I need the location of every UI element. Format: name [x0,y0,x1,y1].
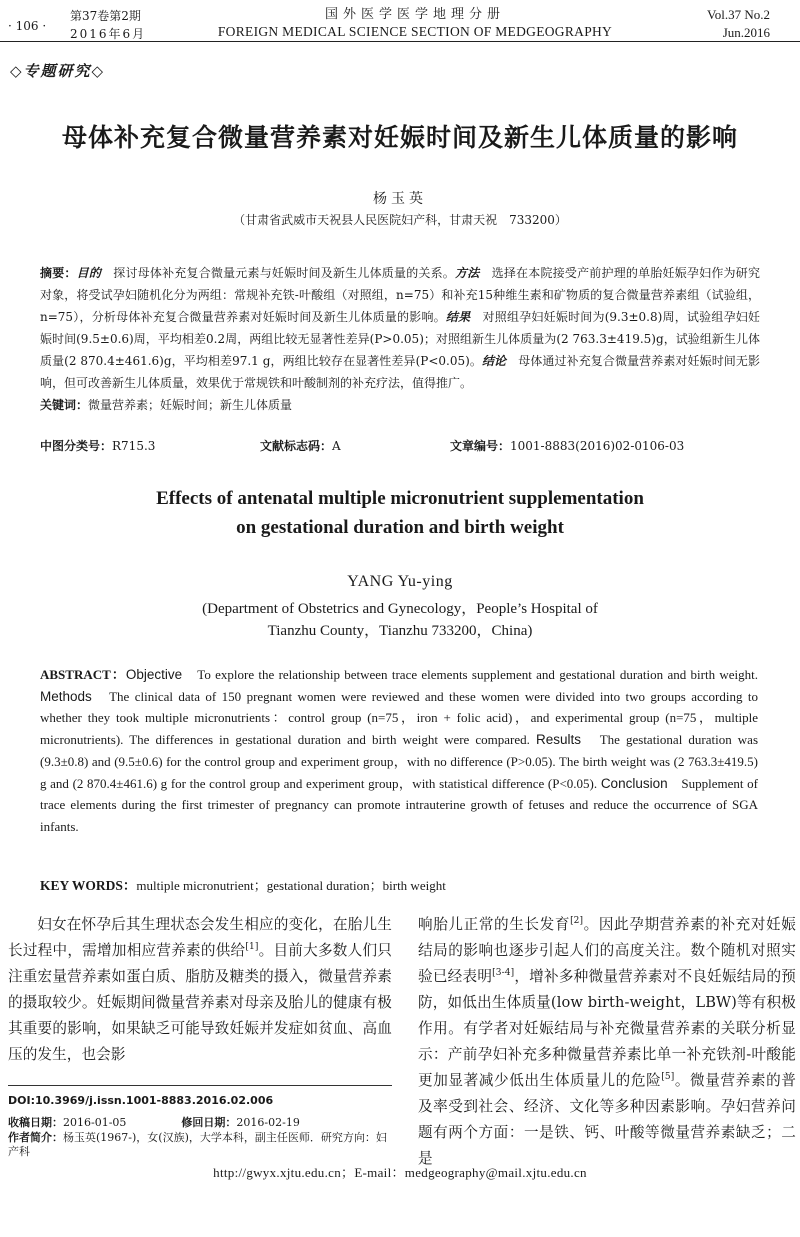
doc-value: A [332,439,341,453]
conclusion-label-cn: 结论 [481,354,507,368]
header-rule [0,41,800,42]
section-tag: ◇专题研究◇ [10,62,106,80]
objective-text-cn: 探讨母体补充复合微量元素与妊娠时间及新生儿体质量的关系。 [101,266,456,280]
received-date: 2016-01-05 [63,1116,127,1129]
method-text-en: The clinical data of 150 pregnant women were reviewed and these women were divided into two groups according to whether they took multiple micronutrients：control group (n=75，iron + folic acid)，and experimental group (n=75，multiple micronutrients). The differences in gestational duration and birth weight were compared. [40,688,758,748]
method-label-en: Methods [40,688,92,704]
objective-label-en: Objective [125,667,183,682]
method-text-cn: 选择在本院接受产前护理的单胎妊娠孕妇作为研究对象，将受试孕妇随机化分为两组：常规补充铁-叶酸组（对照组，n=75）和补充15种维生素和矿物质的复合微量营养素组（试验组，n=75），分析母体补充复合微量营养素对妊娠时间及新生儿体质量的影响。 [40,266,760,324]
body-text: 。微量营养素的普及率受到社会、经济、文化等多种因素影响。孕妇营养问题有两个方面：一是铁、钙、叶酸等微量营养素缺乏；二是 [418,1072,796,1167]
revised-date: 2016-02-19 [236,1116,300,1129]
abstract-en-label: ABSTRACT： [40,667,126,682]
affiliation-cn: （甘肃省武威市天祝县人民医院妇产科，甘肃天祝 733200） [233,213,567,227]
article-title-en [0,484,800,542]
keywords-en-label: KEY WORDS： [40,878,137,893]
running-header-right [660,6,770,42]
keywords-cn-label: 关键词： [40,398,89,412]
body-text: ，增补多种微量营养素对不良妊娠结局的预防，如低出生体质量(low birth-weight，LBW)等有积极作用。有学者对妊娠结局与补充微量营养素的关联分析显示：产前孕妇补充多种微量营养素比单一补充铁剂-叶酸能更加显著减少低出生体质量儿的危险 [418,968,796,1089]
author-bio [8,1131,392,1159]
article-value: 1001-8883(2016)02-0106-03 [510,439,685,453]
volume-cn: 第37卷第2期 [70,9,141,23]
affiliation-en [0,598,800,642]
body-paragraph [418,912,796,1172]
dates-row [8,1116,392,1130]
clc-value: R715.3 [112,439,156,453]
footnote-rule [8,1085,392,1086]
keywords-en-text: multiple micronutrient；gestational duration；birth weight [136,878,446,893]
body-column-right [418,912,796,1172]
citation-ref[interactable]: [3-4] [492,968,515,979]
keywords-cn [40,394,760,416]
keywords-en [40,874,758,894]
objective-text-en: To explore the relationship between trace elements supplement and gestational duration and birth weight. [182,667,759,682]
bio-text: 杨玉英(1967-)，女(汉族)，大学本科，副主任医师．研究方向：妇产科 [8,1131,387,1158]
received-label: 收稿日期： [8,1116,63,1129]
running-header-center [200,6,630,40]
body-paragraph [8,912,392,1068]
author-en: YANG Yu-ying [347,573,453,590]
conclusion-text-cn: 母体通过补充复合微量营养素对妊娠时间无影响，但可改善新生儿体质量，效果优于常规铁和叶酸制剂的补充疗法，值得推广。 [40,354,760,390]
result-text-cn: 对照组孕妇妊娠时间为(9.3±0.8)周，试验组孕妇妊娠时间(9.5±0.6)周，平均相差0.2周，两组比较无显著性差异(P>0.05)；对照组新生儿体质量为(2 763.3±419.5)g，试验组新生儿体质量(2 870.4±461.6)g，平均相差97.1 g，两组比较存在显著性差异(P<0.05)。 [40,310,760,368]
result-text-en: The gestational duration was (9.3±0.8) and (9.5±0.6) for the control group and experiment group，with no difference (P>0.05). The birth weight was (2 763.3±419.5) g and (2 870.4±461.6) g for the control group and experiment group，with statistical difference (P<0.05). [40,732,759,791]
body-text: 。目前大多数人们只注重宏量营养素如蛋白质、脂肪及糖类的摄入，微量营养素的摄取较少。妊娠期间微量营养素对母亲及胎儿的健康有极其重要的影响，如果缺乏可能导致妊娠并发症如贫血、高血压的发生，也会影 [8,942,393,1063]
title-en-line1: Effects of antenatal multiple micronutrient supplementation [156,488,644,509]
body-text: 响胎儿正常的生长发育 [418,916,571,933]
method-label-cn: 方法 [455,266,480,280]
document-code [260,437,341,454]
body-text: 。因此孕期营养素的补充对妊娠结局的影响也逐步引起人们的高度关注。数个随机对照实验已经表明 [418,916,796,985]
title-en-line2: on gestational duration and birth weight [236,517,564,538]
citation-ref[interactable]: [5] [661,1072,675,1083]
conclusion-label-en: Conclusion [600,775,668,791]
objective-label-cn: 目的 [76,266,102,280]
keywords-cn-text: 微量营养素；妊娠时间；新生儿体质量 [88,398,293,412]
result-label-cn: 结果 [445,310,471,324]
page-number: · 106 · [8,19,47,33]
abstract-cn [40,262,760,416]
clc-label: 中图分类号： [40,439,113,453]
article-label: 文章编号： [450,439,511,453]
body-text: 妇女在怀孕后其生理状态会发生相应的变化，在胎儿生长过程中，需增加相应营养素的供给 [8,916,392,959]
body-column-left [8,912,392,1068]
citation-ref[interactable]: [1] [245,942,259,953]
affiliation-en-line1: (Department of Obstetrics and Gynecology，People’s Hospital of [202,601,598,617]
date-cn: 2016年6月 [70,27,147,41]
author-cn: 杨玉英 [373,191,427,207]
journal-name-en: FOREIGN MEDICAL SCIENCE SECTION OF MEDGEOGRAPHY [217,24,613,39]
citation-ref[interactable]: [2] [570,916,584,927]
abstract-cn-label: 摘要： [40,266,77,280]
revised-label: 修回日期： [181,1116,237,1129]
journal-name-cn: 国外医学医学地理分册 [324,7,505,22]
article-number [450,437,684,454]
abstract-en [40,664,758,838]
doi-text: DOI:10.3969/j.issn.1001-8883.2016.02.006 [8,1094,274,1107]
bio-label: 作者简介： [8,1131,63,1144]
volume-en: Vol.37 No.2 [707,7,770,22]
doc-label: 文献标志码： [260,439,333,453]
affiliation-en-line2: Tianzhu County，Tianzhu 733200，China) [267,623,533,639]
article-title-cn: 母体补充复合微量营养素对妊娠时间及新生儿体质量的影响 [61,123,738,152]
result-label-en: Results [536,732,582,748]
clc-number [40,437,155,454]
conclusion-text-en: Supplement of trace elements during the first trimester of pregnancy can promote intrauterine growth of fetuses and reduce the occurrence of SGA infants. [40,775,759,834]
doi [8,1094,392,1108]
page-footer: http://gwyx.xjtu.edu.cn；E-mail：medgeography@mail.xjtu.edu.cn [213,1165,587,1180]
date-en: Jun.2016 [722,25,770,40]
